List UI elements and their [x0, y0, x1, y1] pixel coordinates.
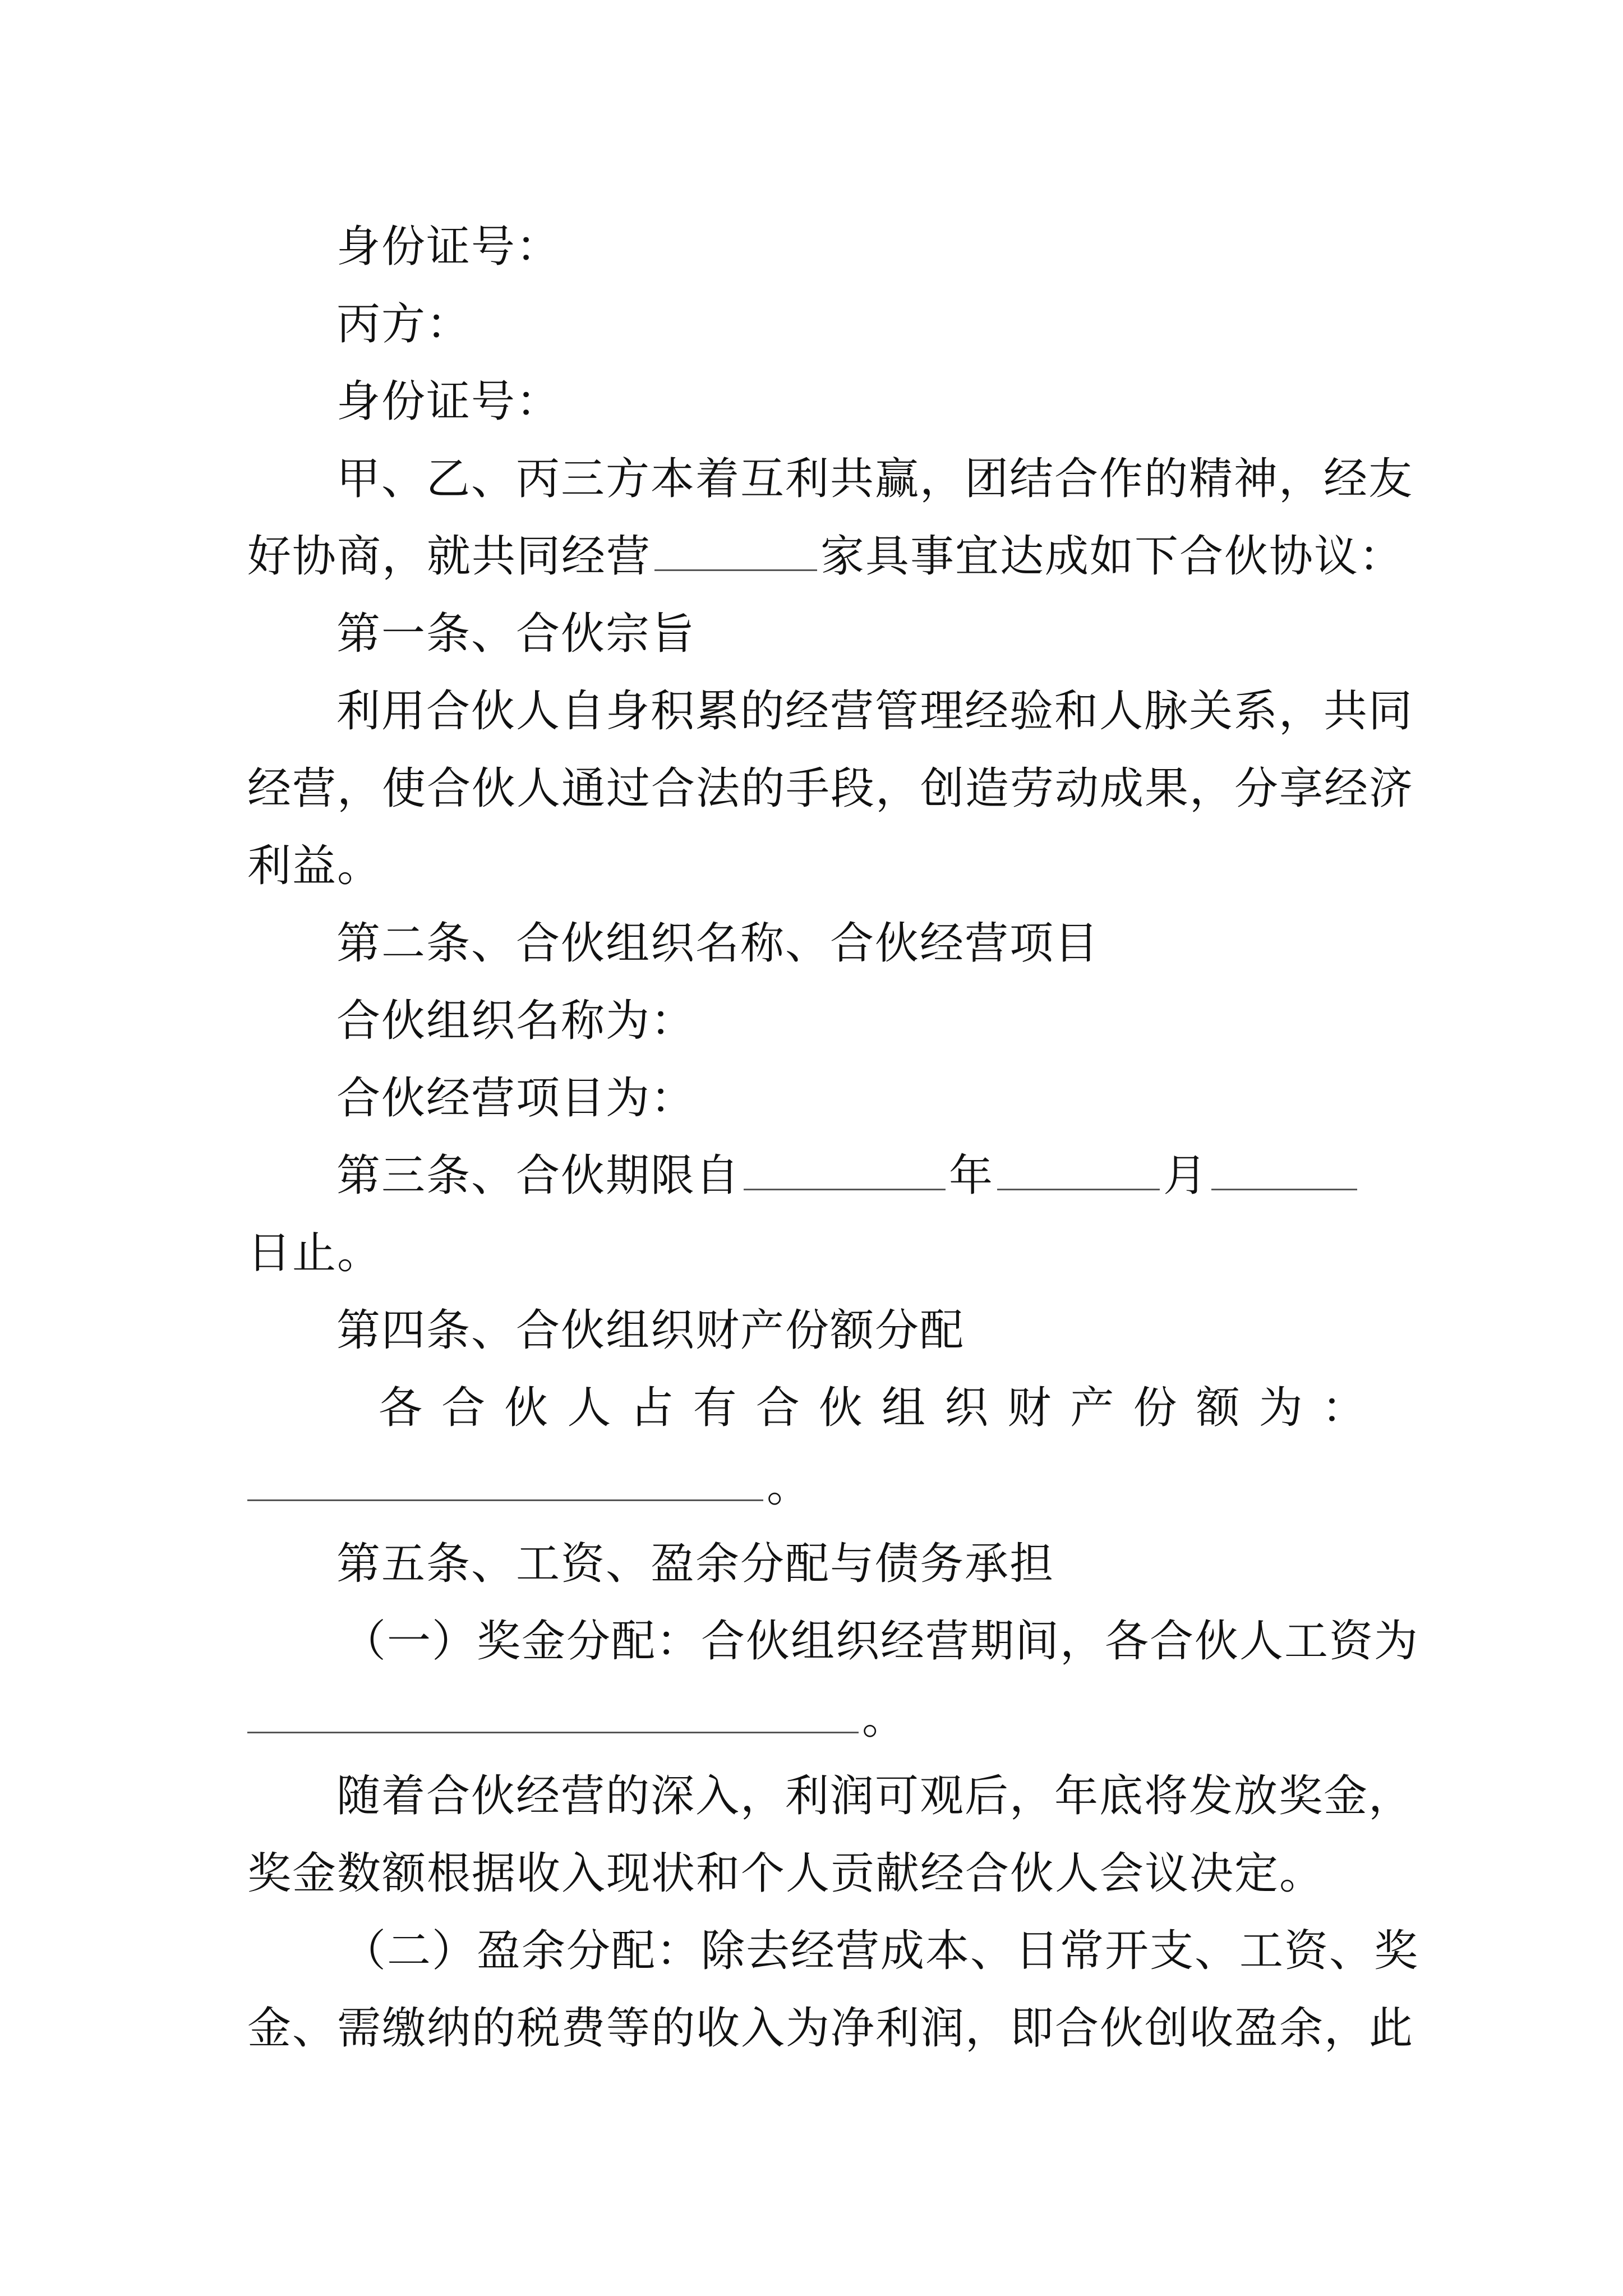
- article-5-1-line-2: [247, 1680, 1386, 1758]
- text: 随着合伙经营的深入，利润可观后，年底将发放奖金，: [336, 1771, 1414, 1821]
- article-4-heading: [336, 1291, 1386, 1370]
- text: 。: [767, 1461, 812, 1512]
- text: 年: [949, 1151, 994, 1201]
- article-5-1-line-1: [342, 1602, 1419, 1681]
- paragraph-intro-line-2: [247, 517, 1404, 596]
- char: 产: [1070, 1383, 1114, 1433]
- char: 有: [693, 1383, 737, 1433]
- paragraph-intro-line-1: [336, 440, 1414, 518]
- line-id-number-2: [336, 362, 1386, 441]
- fill-blank-month: [997, 1153, 1160, 1190]
- text: 身份证号：: [336, 222, 561, 272]
- text: 身份证号：: [336, 376, 561, 427]
- text: 第四条、合伙组织财产份额分配: [336, 1305, 965, 1356]
- article-5-1-line-3: [336, 1757, 1414, 1835]
- char: 人: [567, 1383, 611, 1433]
- char: 占: [630, 1383, 674, 1433]
- text: 利用合伙人自身积累的经营管理经验和人脉关系，共同: [336, 686, 1414, 737]
- text: 合伙组织名称为：: [336, 996, 696, 1046]
- text: （一）奖金分配：合伙组织经营期间，各合伙人工资为: [342, 1616, 1419, 1667]
- text: 金、需缴纳的税费等的收入为净利润，即合伙创收盈余，此: [247, 2003, 1414, 2054]
- line-id-number-1: [336, 208, 1386, 286]
- char: 织: [944, 1383, 989, 1433]
- fill-blank-salary: [247, 1696, 859, 1733]
- char: 组: [882, 1383, 926, 1433]
- org-name-line: [336, 982, 1386, 1060]
- article-1-heading: [336, 595, 1386, 673]
- char: 合: [755, 1383, 800, 1433]
- fill-blank-year: [744, 1153, 946, 1190]
- text: 第一条、合伙宗旨: [336, 609, 696, 659]
- char: 合: [441, 1383, 486, 1433]
- article-5-heading: [336, 1525, 1386, 1603]
- article-4-body-line-2: [247, 1447, 1386, 1526]
- fill-blank-day: [1211, 1153, 1357, 1190]
- char: 伙: [504, 1383, 548, 1433]
- text: 第五条、工资、盈余分配与债务承担: [336, 1539, 1055, 1589]
- text: 月: [1163, 1151, 1209, 1201]
- line-party-c: [336, 285, 1386, 364]
- char: ：: [1321, 1383, 1366, 1433]
- char: 伙: [818, 1383, 863, 1433]
- text: 合伙经营项目为：: [336, 1073, 696, 1124]
- article-5-2-line-1: [342, 1912, 1419, 1990]
- text: 家具事宜达成如下合伙协议：: [820, 531, 1404, 582]
- text: 。: [862, 1694, 907, 1744]
- char: 额: [1196, 1383, 1240, 1433]
- text: 好协商，就共同经营: [247, 531, 652, 582]
- text: 经营，使合伙人通过合法的手段，创造劳动成果，分享经济: [247, 763, 1414, 814]
- text: 日止。: [247, 1228, 382, 1278]
- char: 各: [379, 1383, 423, 1433]
- fill-blank-share: [247, 1464, 763, 1501]
- article-1-body-line-2: [247, 749, 1414, 828]
- business-project-line: [336, 1059, 1386, 1138]
- article-5-1-line-4: [247, 1834, 1386, 1913]
- char: 份: [1133, 1383, 1177, 1433]
- char: 为: [1258, 1383, 1303, 1433]
- article-1-body-line-3: [247, 827, 1386, 905]
- article-5-2-line-2: [247, 1989, 1414, 2068]
- article-3-line-2: [247, 1214, 1386, 1292]
- text: 奖金数额根据收入现状和个人贡献经合伙人会议决定。: [247, 1848, 1325, 1899]
- text: （二）盈余分配：除去经营成本、日常开支、工资、奖: [342, 1926, 1419, 1976]
- article-4-body-line-1: [379, 1369, 1366, 1447]
- article-2-heading: [336, 904, 1386, 983]
- text: 利益。: [247, 841, 382, 891]
- text: 第二条、合伙组织名称、合伙经营项目: [336, 918, 1100, 969]
- fill-blank-business: [654, 533, 817, 571]
- text: 第三条、合伙期限自: [336, 1151, 741, 1201]
- article-1-body-line-1: [336, 672, 1414, 751]
- text: 丙方：: [336, 299, 472, 349]
- article-3-line-1: [336, 1137, 1386, 1215]
- char: 财: [1007, 1383, 1052, 1433]
- text: 甲、乙、丙三方本着互利共赢，团结合作的精神，经友: [336, 454, 1414, 504]
